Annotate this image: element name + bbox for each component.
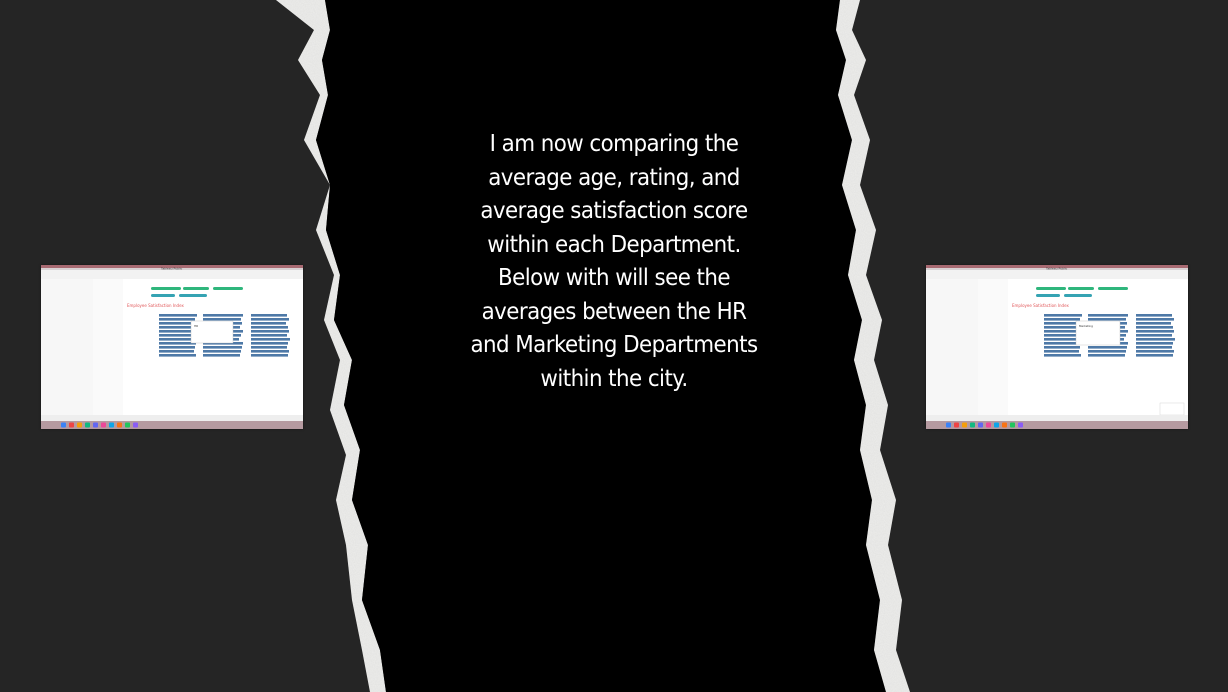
columns-pill xyxy=(1036,287,1066,290)
columns-pill xyxy=(183,287,209,290)
body-line: averages between the HR xyxy=(481,298,747,325)
tableau-screenshot-image xyxy=(41,265,303,429)
slide-body-text xyxy=(452,128,776,396)
data-pane xyxy=(41,279,93,415)
body-line: within the city. xyxy=(540,365,688,392)
tooltip-department: HR xyxy=(194,324,199,328)
tableau-screenshot-left xyxy=(41,265,303,429)
tooltip-department: Marketing xyxy=(1079,324,1093,328)
rows-pill xyxy=(1036,294,1060,297)
body-line: and Marketing Departments xyxy=(470,332,758,358)
columns-pill xyxy=(151,287,181,290)
columns-pill xyxy=(1068,287,1094,290)
body-line: average satisfaction score xyxy=(480,198,748,224)
rows-pill xyxy=(179,294,207,297)
tableau-screenshot-image xyxy=(926,265,1188,429)
columns-pill xyxy=(1098,287,1128,290)
columns-pill xyxy=(213,287,243,290)
body-line: Below with will see the xyxy=(497,265,731,291)
window-title: Tableau Public xyxy=(1046,266,1068,271)
sheet-tabs-bar xyxy=(41,415,303,421)
chart-title: Employee Satisfaction Index xyxy=(1012,303,1069,308)
marks-pane xyxy=(93,279,123,415)
notification-thumbnail xyxy=(1160,403,1184,415)
chart-title: Employee Satisfaction Index xyxy=(127,303,184,308)
toolbar xyxy=(926,270,1188,279)
rows-pill xyxy=(151,294,175,297)
sheet-tabs-bar xyxy=(926,415,1188,421)
rows-pill xyxy=(1064,294,1092,297)
toolbar xyxy=(41,270,303,279)
data-pane xyxy=(926,279,978,415)
body-line: I am now comparing the xyxy=(489,131,739,157)
marks-pane xyxy=(978,279,1008,415)
window-title: Tableau Public xyxy=(161,266,183,271)
tableau-screenshot-right xyxy=(926,265,1188,429)
body-line: average age, rating, and xyxy=(488,164,740,191)
body-line: within each Department. xyxy=(487,231,741,258)
